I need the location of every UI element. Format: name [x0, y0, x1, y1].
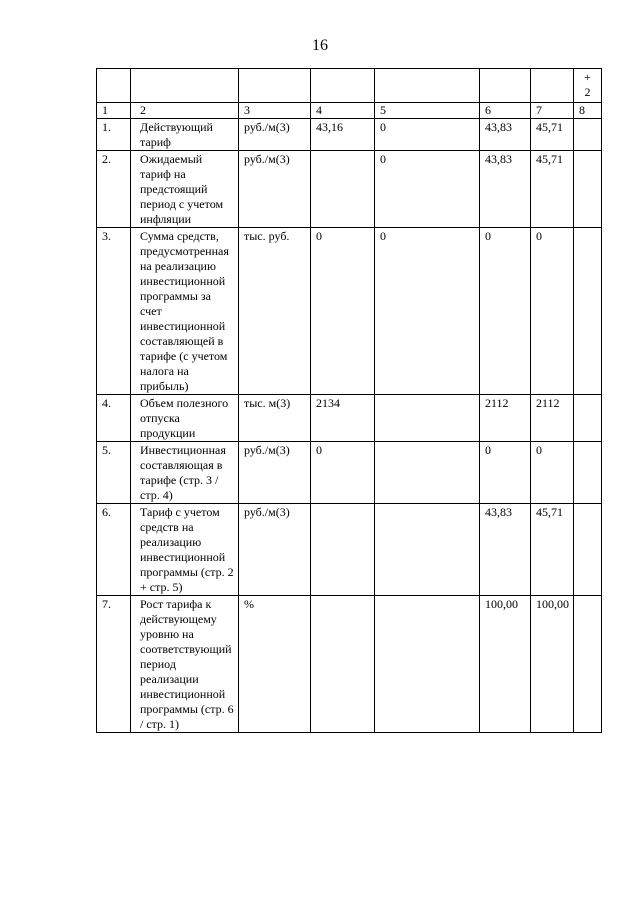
indicator-name-cell: Тариф с учетом средств на реализацию инвестиционной программы (стр. 2 + стр. 5)	[131, 504, 239, 596]
col6-cell: 43,83	[480, 151, 531, 228]
indicator-name-cell: Сумма средств, предусмотренная на реализацию инвестиционной программы за счет инвестиционной составляющей в тарифе (с учетом налога на прибыль)	[131, 228, 239, 395]
row-number-cell: 3.	[97, 228, 131, 395]
header-cell-6	[480, 69, 531, 103]
unit-cell: руб./м(3)	[239, 151, 311, 228]
col6-cell: 2112	[480, 395, 531, 442]
column-number-cell: 3	[239, 103, 311, 119]
unit-cell: руб./м(3)	[239, 504, 311, 596]
col7-cell: 0	[531, 228, 574, 395]
col7-cell: 0	[531, 442, 574, 504]
indicator-name-cell: Рост тарифа к действующему уровню на соответствующий период реализации инвестиционной программы (стр. 6 / стр. 1)	[131, 596, 239, 733]
col5-cell: 0	[375, 119, 480, 151]
indicator-name-cell: Ожидаемый тариф на предстоящий период с учетом инфляции	[131, 151, 239, 228]
header-cell-7	[531, 69, 574, 103]
unit-cell: руб./м(3)	[239, 442, 311, 504]
col7-cell: 2112	[531, 395, 574, 442]
table-row	[97, 228, 602, 395]
col4-cell	[311, 596, 375, 733]
col5-cell	[375, 395, 480, 442]
col4-cell: 43,16	[311, 119, 375, 151]
unit-cell: тыс. м(3)	[239, 395, 311, 442]
row-number-cell: 6.	[97, 504, 131, 596]
column-number-cell: 6	[480, 103, 531, 119]
column-number-cell: 7	[531, 103, 574, 119]
column-number-cell: 2	[131, 103, 239, 119]
col6-cell: 43,83	[480, 504, 531, 596]
header-cell-2	[131, 69, 239, 103]
table-row	[97, 395, 602, 442]
header-cell-3	[239, 69, 311, 103]
col5-cell	[375, 442, 480, 504]
col4-cell: 2134	[311, 395, 375, 442]
table-row	[97, 596, 602, 733]
col6-cell: 43,83	[480, 119, 531, 151]
col8-cell	[574, 395, 602, 442]
col6-cell: 0	[480, 228, 531, 395]
indicator-name-cell: Объем полезного отпуска продукции	[131, 395, 239, 442]
tariff-table	[96, 68, 602, 733]
col6-cell: 100,00	[480, 596, 531, 733]
row-number-cell: 1.	[97, 119, 131, 151]
table-header-row	[97, 69, 602, 103]
col8-cell	[574, 151, 602, 228]
table-row	[97, 151, 602, 228]
col4-cell: 0	[311, 442, 375, 504]
column-number-cell: 5	[375, 103, 480, 119]
indicator-name-cell: Инвестиционная составляющая в тарифе (стр. 3 / стр. 4)	[131, 442, 239, 504]
column-number-cell: 4	[311, 103, 375, 119]
table-row	[97, 442, 602, 504]
col5-cell: 0	[375, 228, 480, 395]
col7-cell: 45,71	[531, 119, 574, 151]
col8-cell	[574, 504, 602, 596]
col8-cell	[574, 596, 602, 733]
column-number-cell: 8	[574, 103, 602, 119]
table-row	[97, 119, 602, 151]
col4-cell: 0	[311, 228, 375, 395]
header-cell-1	[97, 69, 131, 103]
row-number-cell: 5.	[97, 442, 131, 504]
column-number-row	[97, 103, 602, 119]
unit-cell: %	[239, 596, 311, 733]
col7-cell: 45,71	[531, 504, 574, 596]
col5-cell	[375, 596, 480, 733]
col4-cell	[311, 504, 375, 596]
table-row	[97, 504, 602, 596]
col4-cell	[311, 151, 375, 228]
indicator-name-cell: Действующий тариф	[131, 119, 239, 151]
col8-cell	[574, 228, 602, 395]
col7-cell: 100,00	[531, 596, 574, 733]
col8-cell	[574, 119, 602, 151]
col5-cell: 0	[375, 151, 480, 228]
row-number-cell: 7.	[97, 596, 131, 733]
unit-cell: тыс. руб.	[239, 228, 311, 395]
header-cell-5	[375, 69, 480, 103]
unit-cell: руб./м(3)	[239, 119, 311, 151]
header-cell-4	[311, 69, 375, 103]
header-cell-8: + 2	[574, 69, 602, 103]
row-number-cell: 2.	[97, 151, 131, 228]
col7-cell: 45,71	[531, 151, 574, 228]
page-number: 16	[312, 37, 328, 54]
col5-cell	[375, 504, 480, 596]
row-number-cell: 4.	[97, 395, 131, 442]
column-number-cell: 1	[97, 103, 131, 119]
col6-cell: 0	[480, 442, 531, 504]
col8-cell	[574, 442, 602, 504]
